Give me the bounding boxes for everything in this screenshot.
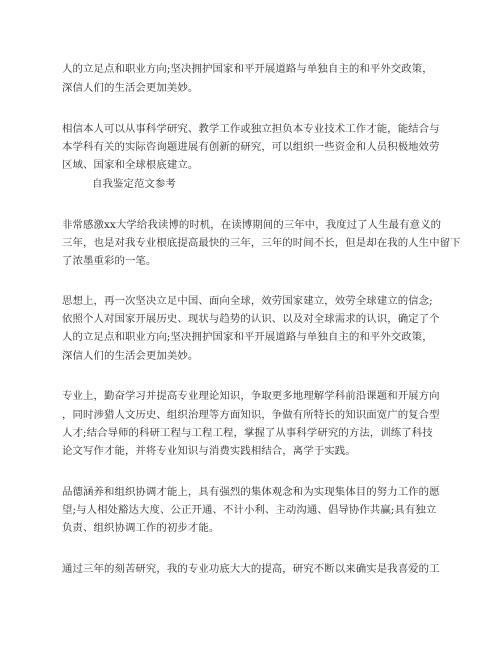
paragraph-line: 通过三年的刻苦研究，我的专业功底大大的提高，研究不断以来确实是我喜爱的工 [62,563,440,575]
section-heading: 自我鉴定范文参考 [92,178,176,190]
paragraph-line: 望;与人相处豁达大度、公正开通、不计小利、主动沟通、倡导协作共赢;具有独立 [62,504,437,516]
paragraph-line: 深信人们的生活会更加美妙。 [62,82,199,94]
paragraph-line: 非常感激xx大学给我读博的时机，在读博期间的三年中，我度过了人生最有意义的 [62,219,442,231]
paragraph-line: 人才;结合导师的科研工程与工程工程，掌握了从事科学研究的方法，训练了科技 [62,427,433,439]
paragraph-line: 依照个人对国家开展历史、现状与趋势的认识、以及对全球需求的认识，确定了个 [62,313,440,325]
paragraph-line: 思想上，再一次坚决立足中国、面向全球，效劳国家建立，效劳全球建立的信念; [62,295,433,307]
paragraph-line: 本学科有关的实际咨询题进展有创新的研究，可以组织一些资金和人员积极地效劳 [62,141,440,153]
paragraph-line: 相信本人可以从事科学研究、教学工作或独立担负本专业技术工作才能，能结合与 [62,123,440,135]
paragraph-line: ，同时涉猎人文历史、组织治理等方面知识，争做有所特长的知识面宽广的复合型 [62,409,440,421]
paragraph-line: 区域、国家和全球根底建立。 [62,159,199,171]
paragraph-line: 论文写作才能，并将专业知识与消费实践相结合，离学于实践。 [62,445,356,457]
paragraph-line: 品德涵养和组织协调才能上，具有强烈的集体观念和为实现集体目的努力工作的愿 [62,486,440,498]
paragraph-line: 人的立足点和职业方向;坚决拥护国家和平开展道路与单独自主的和平外交政策， [62,331,433,343]
paragraph-line: 负责、组织协调工作的初步才能。 [62,522,220,534]
paragraph-line: 专业上，勤奋学习并提高专业理论知识，争取更多地理解学科前沿课题和开展方向 [62,390,440,402]
paragraph-line: 人的立足点和职业方向;坚决拥护国家和平开展道路与单独自主的和平外交政策， [62,63,433,75]
paragraph-line: 深信人们的生活会更加美妙。 [62,350,199,362]
paragraph-line: 了浓墨重彩的一笔。 [62,255,157,267]
paragraph-line: 三年，也是对我专业根底提高最快的三年，三年的时间不长，但是却在我的人生中留下 [62,237,461,249]
